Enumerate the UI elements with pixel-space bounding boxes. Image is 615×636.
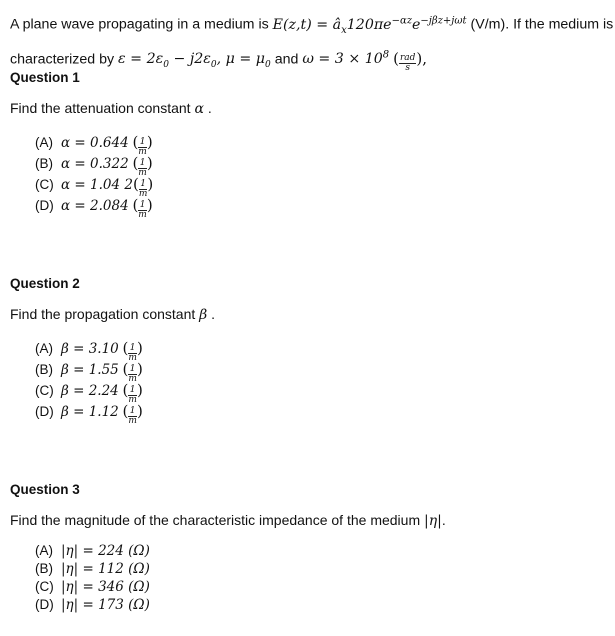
paren-open: ( bbox=[132, 175, 139, 193]
omega-unit-num: rad bbox=[399, 53, 416, 64]
unit-num: 1 bbox=[129, 385, 136, 395]
exp-1: −αz bbox=[391, 15, 412, 26]
omega-unit-den: s bbox=[405, 63, 410, 74]
option-expr: α = 2.084 bbox=[61, 198, 129, 214]
omega-lhs: ω = 3 × 10 bbox=[302, 51, 383, 68]
unit-num: 1 bbox=[129, 364, 136, 374]
unit-den: m bbox=[128, 395, 137, 405]
paren-close: ) bbox=[136, 360, 143, 378]
paren-close: ) bbox=[146, 154, 153, 172]
eps-lhs: ε = 2ε bbox=[118, 51, 164, 68]
question-3-end: . bbox=[441, 512, 446, 528]
field-units: (V/m). If the medium is bbox=[470, 16, 614, 33]
question-2-title: Question 2 bbox=[10, 276, 80, 291]
question-3-text bbox=[10, 512, 446, 529]
paren-close: ) bbox=[146, 133, 153, 151]
unit-den: m bbox=[128, 353, 137, 363]
unit-num: 1 bbox=[129, 343, 136, 353]
statement-text: A plane wave propagating in a medium is bbox=[10, 16, 273, 33]
paren-open: ( bbox=[122, 339, 129, 357]
paren-close: ) bbox=[147, 175, 154, 193]
statement-text-2: characterized by bbox=[10, 51, 119, 68]
option-expr: |η| = 173 (Ω) bbox=[61, 597, 150, 613]
mu-expr: , μ = μ bbox=[216, 51, 266, 68]
option-1d[interactable] bbox=[35, 195, 153, 220]
option-3c[interactable] bbox=[35, 578, 150, 596]
question-1-symbol: α bbox=[194, 101, 204, 117]
question-1-end: . bbox=[203, 100, 212, 116]
option-expr: β = 1.12 bbox=[61, 404, 119, 420]
unit-den: m bbox=[138, 210, 147, 220]
option-3a[interactable] bbox=[35, 542, 150, 560]
unit-den: m bbox=[138, 168, 147, 178]
exp-base-1: e bbox=[383, 16, 392, 33]
field-expression bbox=[272, 15, 467, 36]
option-2b[interactable] bbox=[35, 359, 143, 384]
paren-open: ( bbox=[122, 381, 129, 399]
question-2-end: . bbox=[207, 306, 216, 322]
option-expr: β = 3.10 bbox=[61, 341, 119, 357]
paren-close: ) bbox=[136, 339, 143, 357]
eps-rest: − j2ε bbox=[168, 51, 211, 68]
option-2d[interactable] bbox=[35, 401, 143, 426]
option-expr: |η| = 112 (Ω) bbox=[61, 561, 150, 577]
option-label: (B) bbox=[35, 156, 53, 171]
and-text: and bbox=[270, 51, 303, 68]
permittivity-expr bbox=[118, 51, 271, 71]
paren-close: ) bbox=[136, 381, 143, 399]
paren-close: ) bbox=[136, 402, 143, 420]
paren-open: ( bbox=[132, 154, 139, 172]
eps-sub-0: 0 bbox=[163, 60, 169, 71]
option-3d[interactable] bbox=[35, 596, 150, 614]
statement-end: ), bbox=[416, 49, 428, 68]
unit-num: 1 bbox=[139, 158, 146, 168]
question-3-symbol: |η| bbox=[424, 513, 442, 529]
option-label: (A) bbox=[35, 341, 53, 356]
statement-line-2 bbox=[10, 43, 610, 79]
unit-fraction bbox=[138, 201, 147, 220]
option-expr: β = 1.55 bbox=[61, 362, 119, 378]
option-1a[interactable] bbox=[35, 132, 153, 157]
option-1c[interactable] bbox=[35, 174, 154, 199]
field-coef: 120π bbox=[346, 16, 384, 33]
question-3-options bbox=[35, 542, 150, 614]
question-1-prompt: Find the attenuation constant bbox=[10, 100, 195, 116]
statement-line-1 bbox=[10, 8, 614, 43]
omega-exponent: 8 bbox=[382, 49, 390, 61]
option-label: (C) bbox=[35, 579, 54, 594]
option-expr: |η| = 346 (Ω) bbox=[61, 579, 150, 595]
question-3-prompt: Find the magnitude of the characteristic impedance of the medium bbox=[10, 512, 424, 528]
unit-fraction bbox=[128, 407, 137, 426]
question-2-prompt: Find the propagation constant bbox=[10, 306, 200, 322]
option-label: (C) bbox=[35, 177, 54, 192]
option-1b[interactable] bbox=[35, 153, 153, 178]
unit-num: 1 bbox=[129, 406, 136, 416]
unit-den: m bbox=[128, 374, 137, 384]
option-2a[interactable] bbox=[35, 338, 143, 363]
eps-sub-1: 0 bbox=[210, 60, 217, 71]
option-expr: α = 0.322 bbox=[61, 156, 129, 172]
option-expr: β = 2.24 bbox=[61, 383, 119, 399]
option-expr: α = 0.644 bbox=[61, 135, 129, 151]
problem-statement bbox=[10, 8, 614, 78]
option-label: (A) bbox=[35, 135, 53, 150]
option-label: (B) bbox=[35, 561, 53, 576]
unit-num: 1 bbox=[139, 200, 146, 210]
option-label: (C) bbox=[35, 383, 54, 398]
question-2-symbol: β bbox=[199, 307, 208, 323]
option-expr: α = 1.04 2 bbox=[61, 177, 133, 193]
option-label: (B) bbox=[35, 362, 53, 377]
exp-2: −jβz+jωt bbox=[420, 15, 467, 26]
paren-close: ) bbox=[146, 196, 153, 214]
paren-open: ( bbox=[132, 196, 139, 214]
option-3b[interactable] bbox=[35, 560, 150, 578]
unit-den: m bbox=[138, 189, 148, 199]
omega-unit bbox=[399, 54, 416, 73]
unit-den: m bbox=[138, 147, 147, 157]
omega-expr bbox=[302, 51, 389, 67]
question-1-text bbox=[10, 100, 212, 117]
question-2-text bbox=[10, 306, 215, 323]
option-label: (A) bbox=[35, 543, 53, 558]
option-label: (D) bbox=[35, 597, 54, 612]
mu-sub: 0 bbox=[265, 60, 271, 71]
field-direction-sub: x bbox=[341, 24, 347, 36]
option-label: (D) bbox=[35, 404, 54, 419]
field-lhs: E(z,t) = â bbox=[272, 16, 342, 33]
question-2-options bbox=[35, 338, 143, 426]
unit-num: 1 bbox=[139, 137, 146, 147]
question-3-title: Question 3 bbox=[10, 482, 80, 497]
option-expr: |η| = 224 (Ω) bbox=[61, 543, 150, 559]
unit-den: m bbox=[128, 416, 137, 426]
paren-open: ( bbox=[122, 360, 129, 378]
question-1-options bbox=[35, 132, 154, 220]
paren-open: ( bbox=[132, 133, 139, 151]
option-2c[interactable] bbox=[35, 380, 143, 405]
unit-num: 1 bbox=[140, 179, 146, 189]
paren-open: ( bbox=[122, 402, 129, 420]
exp-base-2: e bbox=[411, 16, 421, 33]
paren-open: ( bbox=[393, 49, 399, 68]
option-label: (D) bbox=[35, 198, 54, 213]
question-1-title: Question 1 bbox=[10, 70, 80, 85]
